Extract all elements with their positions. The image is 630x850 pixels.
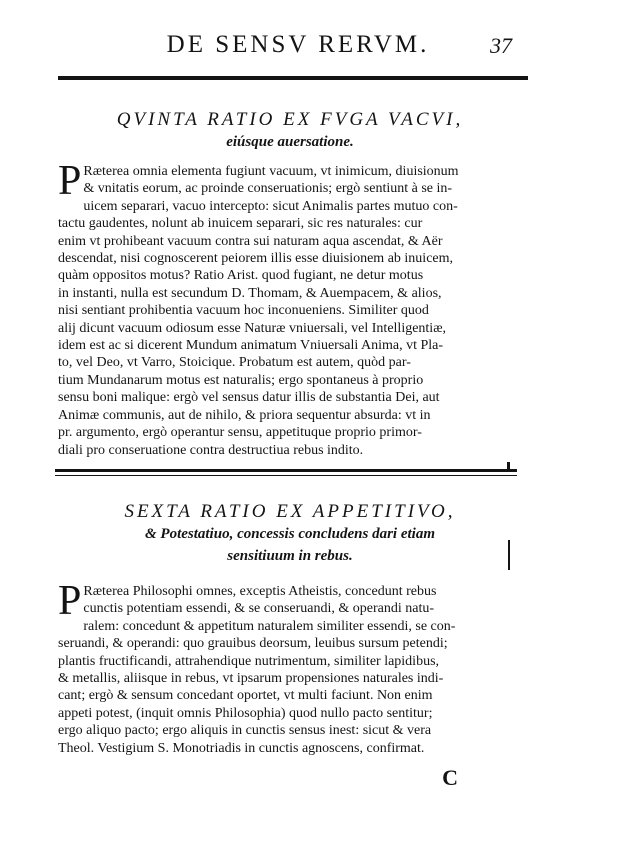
- text-line: seruandi, & operandi: quo grauibus deorsum, leuibus sursum petendi;: [58, 636, 448, 652]
- catchword: C: [442, 765, 458, 790]
- section-1-heading: [60, 108, 520, 153]
- text-line: & metallis, aliisque in rebus, vt ipsarum propensiones naturales indi-: [58, 671, 444, 687]
- page-number: 37: [490, 33, 512, 58]
- text-line: cunctis potentiam essendi, & se conseruandi, & operandi natu-: [83, 601, 435, 617]
- text-line: Ræterea omnia elementa fugiunt vacuum, vt inimicum, diuisionum: [83, 164, 459, 179]
- drop-cap: P: [58, 158, 82, 204]
- text-line: & vnitatis eorum, ac proinde conseruationis; ergò sentiunt à se in-: [83, 181, 453, 197]
- section-1-body: [58, 158, 526, 459]
- text-line: cant; ergò & sensum concedant oportet, vt multi faciunt. Non enim: [58, 688, 433, 704]
- section-2-title: SEXTA RATIO EX APPETITIVO,: [124, 501, 456, 522]
- text-line: Theol. Vestigium S. Monotriadis in cunctis agnoscens, confirmat.: [58, 740, 425, 756]
- section-divider: [55, 469, 517, 476]
- text-line: ergo aliquo pacto; ergo aliquis in cunctis sensus inest: sicut & vera: [58, 723, 432, 739]
- text-line: descendat, nisi cognoscerent peiorem illis esse diuisionem ab inuicem,: [58, 251, 454, 267]
- text-line: tactu gaudentes, nolunt ab inuicem separari, sic res naturales: cur: [58, 216, 423, 232]
- text-line: diali pro conseruatione contra destructiua rebus indito.: [58, 442, 364, 458]
- text-line: tium Mundanarum motus est naturalis; ergo spontaneus à proprio: [58, 372, 424, 388]
- text-line: sensu boni malique: ergò vel sensus datur illis de substantia Dei, aut: [58, 390, 440, 406]
- section-1-subtitle: eiúsque auersatione.: [226, 134, 354, 150]
- text-line: quàm oppositos motus? Ratio Arist. quod fugiant, ne detur motus: [58, 268, 424, 284]
- section-1-title: QVINTA RATIO EX FVGA VACVI,: [116, 109, 464, 130]
- text-line: enim vt prohibeant vacuum contra sui naturam aqua ascendat, & Aër: [58, 233, 443, 249]
- text-line: Animæ communis, aut de nihilo, & priora sequentur absurda: vt in: [58, 407, 431, 423]
- section-2-subtitle-cont: sensitiuum in rebus.: [227, 548, 353, 564]
- text-line: ralem: concedunt & appetitum naturalem similiter essendi, se con-: [83, 618, 456, 634]
- text-line: appeti potest, (inquit omnis Philosophia) quod nullo pacto sentitur;: [58, 705, 433, 721]
- text-line: pr. argumento, ergò operantur sensu, appetituque proprio primor-: [58, 425, 422, 441]
- drop-cap: P: [58, 578, 82, 624]
- text-line: in instanti, nulla est secundum D. Thomam, & Auempacem, & alios,: [58, 285, 442, 301]
- header-rule: [58, 76, 528, 80]
- text-line: Ræterea Philosophi omnes, exceptis Atheistis, concedunt rebus: [83, 584, 437, 599]
- text-line: idem est ac si dicerent Mundum animatum Vniuersali Anima, vt Pla-: [58, 338, 444, 354]
- margin-mark: [508, 540, 510, 570]
- section-2-body: [58, 578, 526, 757]
- text-line: to, vel Deo, vt Varro, Stoicique. Probatum est autem, quòd par-: [58, 355, 411, 371]
- text-line: alij dicunt vacuum odiosum esse Naturæ vniuersali, vel Intelligentiæ,: [58, 320, 447, 336]
- text-line: uicem separari, vacuo intercepto: sicut Animalis partes mutuo con-: [83, 198, 458, 214]
- section-2-subtitle: & Potestatiuo, concessis concludens dari etiam: [144, 526, 435, 542]
- text-line: plantis fructificandi, attrahendique nutrimentum, similiter lapidibus,: [58, 653, 440, 669]
- section-2-heading: [60, 500, 520, 567]
- text-line: nisi sentiant prohibentia vacuum hoc inconueniens. Similiter quod: [58, 303, 429, 319]
- running-title: DE SENSV RERVM.: [166, 31, 430, 58]
